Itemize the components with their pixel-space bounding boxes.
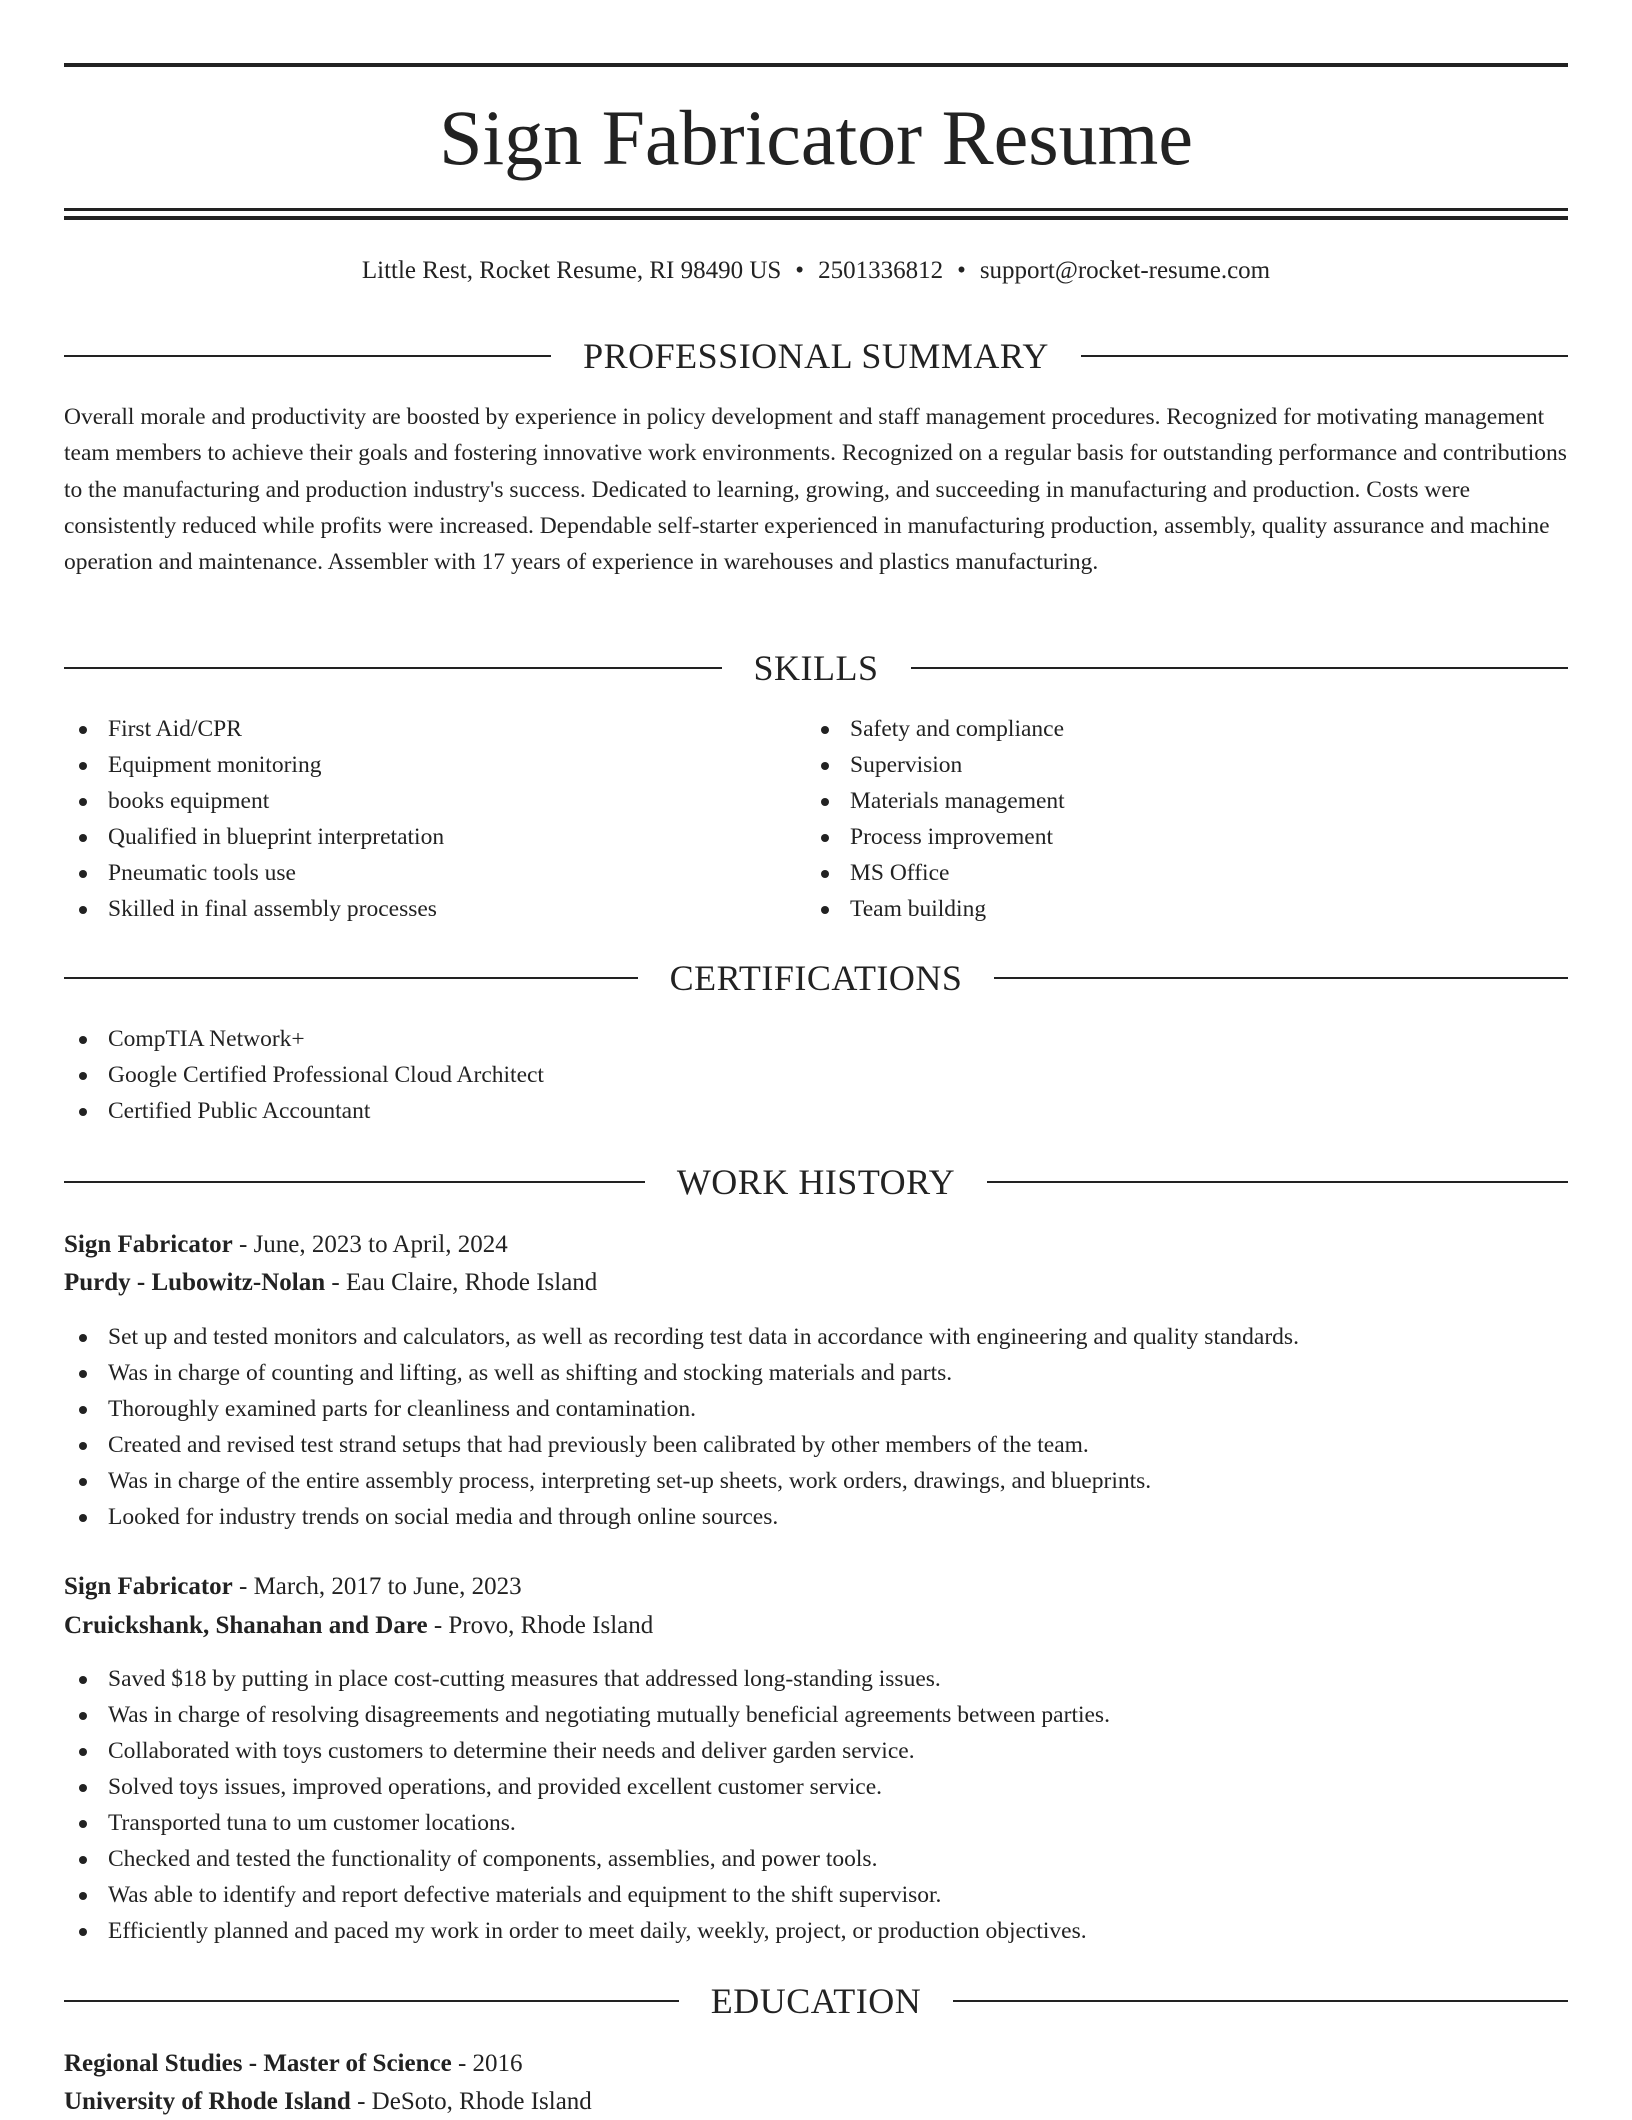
section-rule-right bbox=[994, 977, 1568, 979]
job-title: Sign Fabricator bbox=[64, 1231, 233, 1258]
section-title-summary: PROFESSIONAL SUMMARY bbox=[583, 336, 1049, 376]
section-header-education bbox=[64, 1979, 1568, 2023]
job-duties-list bbox=[64, 1661, 1568, 1949]
skill-item: Equipment monitoring bbox=[64, 747, 804, 783]
section-rule-right bbox=[911, 667, 1569, 669]
summary-text: Overall morale and productivity are boosted by experience in policy development and staff management procedures. Recognized for motivating management team members to achieve their goals and fostering innovative work environments. Recognized on a regular basis for outstanding performance and contributions to the manufacturing and production industry's success. Dedicated to learning, growing, and succeeding in manufacturing and production. Costs were consistently reduced while profits were increased. Dependable self-starter experienced in manufacturing production, assembly, quality assurance and machine operation and maintenance. Assembler with 17 years of experience in warehouses and plastics manufacturing. bbox=[64, 404, 1567, 576]
job-location: - Eau Claire, Rhode Island bbox=[325, 1269, 598, 1296]
skill-item: Safety and compliance bbox=[806, 711, 1546, 747]
top-rule bbox=[64, 63, 1568, 67]
job-company-line bbox=[64, 1265, 1568, 1301]
skill-item: Qualified in blueprint interpretation bbox=[64, 819, 804, 855]
skill-item: Process improvement bbox=[806, 819, 1546, 855]
resume-title: Sign Fabricator Resume bbox=[439, 94, 1193, 181]
section-rule-right bbox=[1081, 355, 1568, 357]
section-rule-right bbox=[953, 2000, 1568, 2002]
job-duties-list bbox=[64, 1319, 1568, 1535]
job-title-line bbox=[64, 1227, 1568, 1263]
duty-item: Was in charge of the entire assembly process, interpreting set-up sheets, work orders, drawings, and blueprints. bbox=[64, 1463, 1568, 1499]
title-double-rule bbox=[64, 208, 1568, 220]
duty-item: Was in charge of counting and lifting, as well as shifting and stocking materials and parts. bbox=[64, 1355, 1568, 1391]
section-header-work-history bbox=[64, 1160, 1568, 1204]
duty-item: Solved toys issues, improved operations, and provided excellent customer service. bbox=[64, 1769, 1568, 1805]
duty-item: Saved $18 by putting in place cost-cutting measures that addressed long-standing issues. bbox=[64, 1661, 1568, 1697]
education-degree: Regional Studies - Master of Science bbox=[64, 2050, 452, 2077]
job-location: - Provo, Rhode Island bbox=[427, 1612, 654, 1639]
skill-item: Pneumatic tools use bbox=[64, 855, 804, 891]
duty-item: Was in charge of resolving disagreements and negotiating mutually beneficial agreements between parties. bbox=[64, 1697, 1568, 1733]
job-company-line bbox=[64, 1608, 1568, 1644]
contact-separator: • bbox=[795, 257, 805, 284]
contact-address: Little Rest, Rocket Resume, RI 98490 US bbox=[361, 257, 782, 284]
skill-item: MS Office bbox=[806, 855, 1546, 891]
skill-item: First Aid/CPR bbox=[64, 711, 804, 747]
section-title-education: EDUCATION bbox=[710, 1981, 922, 2021]
duty-item: Transported tuna to um customer locations. bbox=[64, 1805, 1568, 1841]
education-location: - DeSoto, Rhode Island bbox=[350, 2088, 592, 2115]
job-dates: - June, 2023 to April, 2024 bbox=[232, 1231, 508, 1258]
section-title-skills: SKILLS bbox=[753, 648, 879, 688]
education-school: University of Rhode Island bbox=[64, 2088, 351, 2115]
job-company: Purdy - Lubowitz-Nolan bbox=[64, 1269, 326, 1296]
job-dates: - March, 2017 to June, 2023 bbox=[232, 1573, 522, 1600]
job-title: Sign Fabricator bbox=[64, 1573, 233, 1600]
contact-separator: • bbox=[957, 257, 966, 284]
education-school-line bbox=[64, 2084, 1568, 2120]
skills-list-right bbox=[806, 711, 1546, 927]
skill-item: books equipment bbox=[64, 783, 804, 819]
section-header-skills bbox=[64, 646, 1568, 690]
certification-item: CompTIA Network+ bbox=[64, 1021, 1568, 1057]
job-company: Cruickshank, Shanahan and Dare bbox=[64, 1612, 428, 1639]
section-rule-left bbox=[64, 1181, 645, 1183]
section-title-work-history: WORK HISTORY bbox=[676, 1162, 956, 1202]
duty-item: Efficiently planned and paced my work in order to meet daily, weekly, project, or production objectives. bbox=[64, 1913, 1568, 1949]
contact-email[interactable]: support@rocket-resume.com bbox=[979, 257, 1271, 284]
section-header-summary bbox=[64, 334, 1568, 378]
contact-phone: 2501336812 bbox=[818, 257, 944, 284]
skill-item: Supervision bbox=[806, 747, 1546, 783]
duty-item: Created and revised test strand setups that had previously been calibrated by other members of the team. bbox=[64, 1427, 1568, 1463]
duty-item: Set up and tested monitors and calculators, as well as recording test data in accordance with engineering and quality standards. bbox=[64, 1319, 1568, 1355]
duty-item: Thoroughly examined parts for cleanliness and contamination. bbox=[64, 1391, 1568, 1427]
skill-item: Team building bbox=[806, 891, 1546, 927]
contact-line bbox=[64, 254, 1568, 288]
section-rule-left bbox=[64, 2000, 679, 2002]
education-degree-line bbox=[64, 2046, 1568, 2082]
duty-item: Checked and tested the functionality of components, assemblies, and power tools. bbox=[64, 1841, 1568, 1877]
duty-item: Was able to identify and report defective materials and equipment to the shift supervisor. bbox=[64, 1877, 1568, 1913]
job-title-line bbox=[64, 1569, 1568, 1605]
skill-item: Skilled in final assembly processes bbox=[64, 891, 804, 927]
duty-item: Collaborated with toys customers to determine their needs and deliver garden service. bbox=[64, 1733, 1568, 1769]
duty-item: Looked for industry trends on social media and through online sources. bbox=[64, 1499, 1568, 1535]
section-header-certifications bbox=[64, 956, 1568, 1000]
education-year: - 2016 bbox=[451, 2050, 523, 2077]
section-title-certifications: CERTIFICATIONS bbox=[669, 958, 963, 998]
certification-item: Google Certified Professional Cloud Architect bbox=[64, 1057, 1568, 1093]
skills-list-left bbox=[64, 711, 804, 927]
certifications-list bbox=[64, 1021, 1568, 1129]
section-rule-left bbox=[64, 355, 551, 357]
section-rule-left bbox=[64, 667, 722, 669]
certification-item: Certified Public Accountant bbox=[64, 1093, 1568, 1129]
section-rule-right bbox=[987, 1181, 1568, 1183]
section-rule-left bbox=[64, 977, 638, 979]
skill-item: Materials management bbox=[806, 783, 1546, 819]
